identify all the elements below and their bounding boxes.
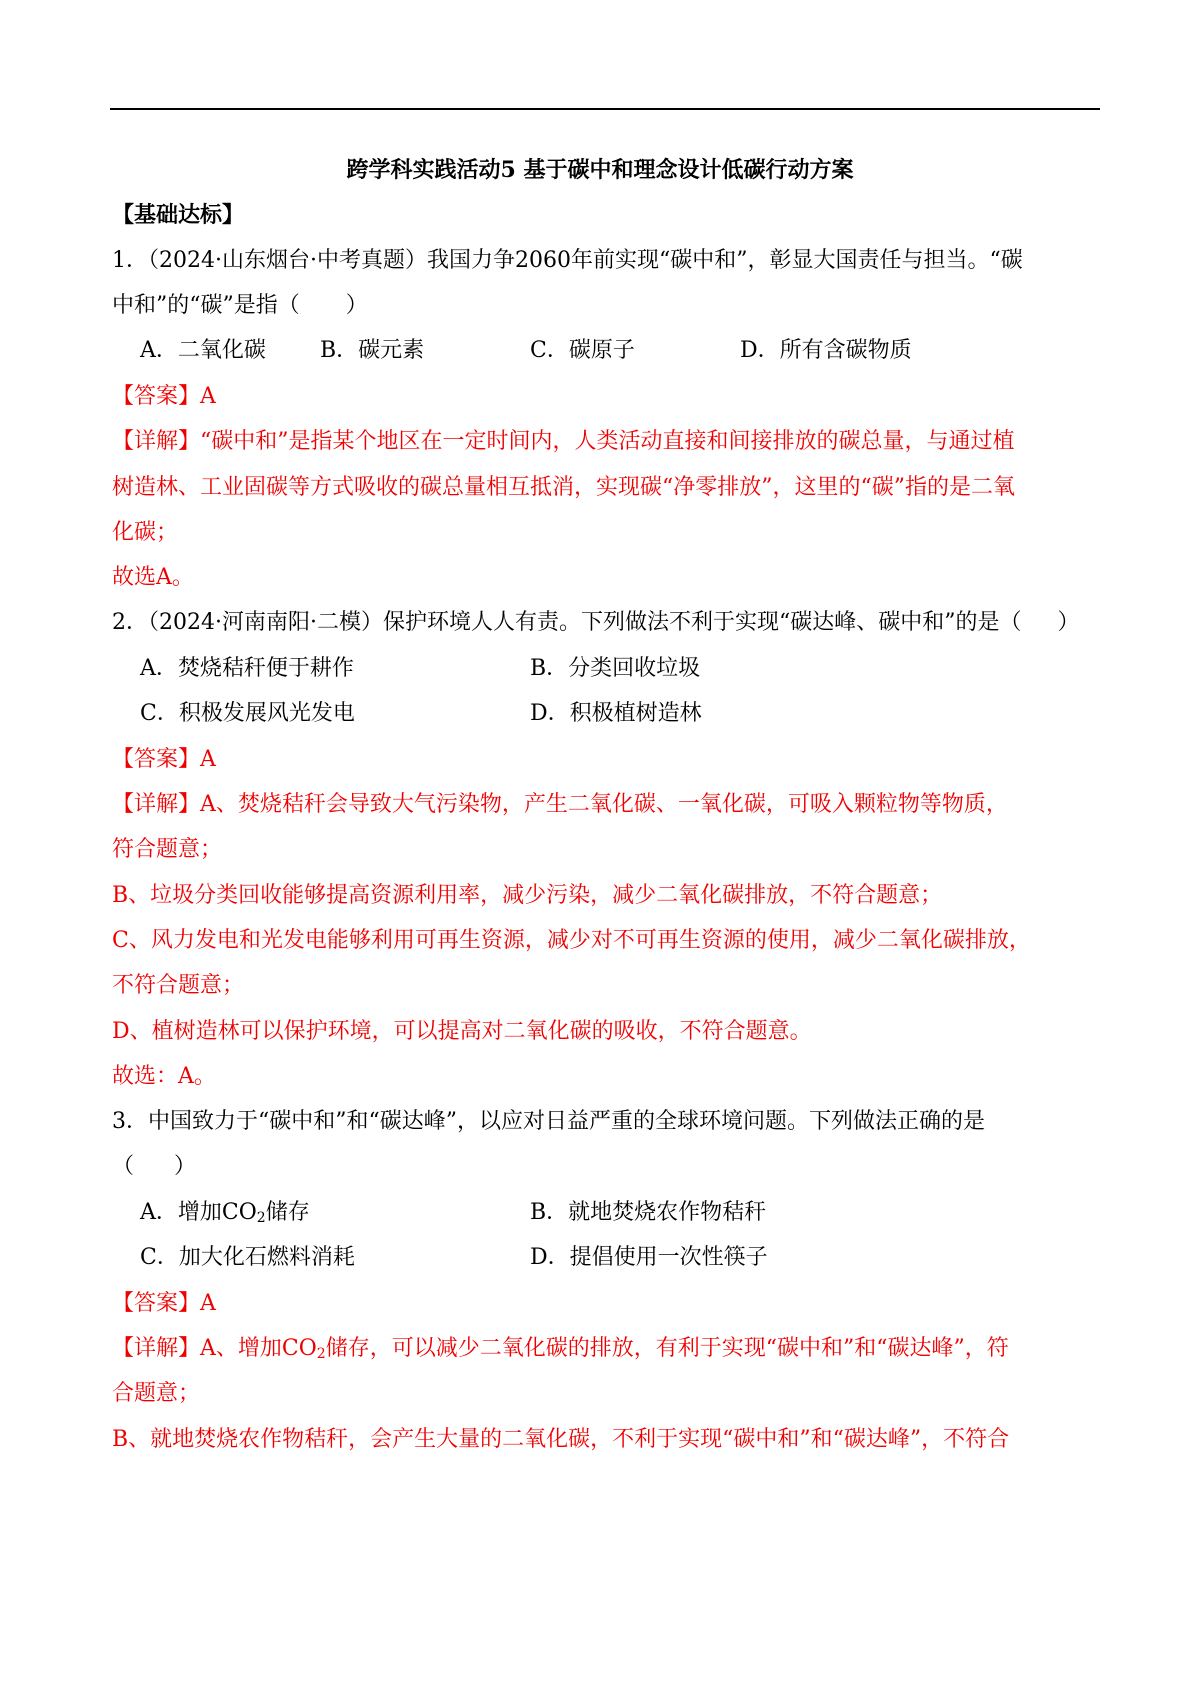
q3-option-b: B．就地焚烧农作物秸秆 <box>530 1200 767 1225</box>
q2-conclusion: 故选：A。 <box>112 1064 216 1089</box>
q2-detail-line4: C、风力发电和光发电能够利用可再生资源，减少对不可再生资源的使用，减少二氧化碳排放， <box>112 928 1031 953</box>
q3-detail-suffix: 储存，可以减少二氧化碳的排放，有利于实现“碳中和”和“碳达峰”，符 <box>325 1336 1009 1361</box>
q1-option-b: B．碳元素 <box>320 338 425 363</box>
q3-detail-tag: 【详解】 <box>112 1336 201 1361</box>
q1-detail-line1 <box>112 427 1015 457</box>
q2-detail-line6: D、植树造林可以保护环境，可以提高对二氧化碳的吸收，不符合题意。 <box>112 1019 812 1044</box>
q3-option-c: C．加大化石燃料消耗 <box>140 1245 355 1270</box>
q2-detail-line5: 不符合题意； <box>112 973 245 998</box>
q2-stem-text: 2．（2024·河南南阳·二模）保护环境人人有责。下列做法不利于实现“碳达峰、碳中和”的是（ <box>112 610 1022 635</box>
q3-stem-line2 <box>112 1152 196 1182</box>
q2-option-d: D．积极植树造林 <box>530 701 702 726</box>
q2-detail-line1 <box>112 790 1008 820</box>
q2-option-b: B．分类回收垃圾 <box>530 656 701 681</box>
section-heading: 【基础达标】 <box>112 202 245 228</box>
q1-stem-line2 <box>112 291 368 321</box>
q1-stem-line1: 1．（2024·山东烟台·中考真题）我国力争2060年前实现“碳中和”，彰显大国责任与担当。“碳 <box>112 248 1023 273</box>
q3-detail-text: A、增加CO <box>200 1336 317 1361</box>
q3-paren-open: （ <box>112 1154 135 1179</box>
q2-answer: 【答案】A <box>112 747 216 772</box>
q2-stem-line1 <box>112 608 1079 638</box>
q3-detail-line2: 合题意； <box>112 1381 201 1406</box>
q3-detail-line3: B、就地焚烧农作物秸秆，会产生大量的二氧化碳，不利于实现“碳中和”和“碳达峰”，不符合 <box>112 1427 1010 1452</box>
q1-detail-tag: 【详解】 <box>112 429 201 454</box>
q3-answer: 【答案】A <box>112 1291 216 1316</box>
subscript: 2 <box>316 1346 326 1362</box>
q2-option-a: A．焚烧秸秆便于耕作 <box>140 656 354 681</box>
q1-detail-line2: 树造林、工业固碳等方式吸收的碳总量相互抵消，实现碳“净零排放”，这里的“碳”指的是二氧 <box>112 475 1015 500</box>
q1-detail-text: “碳中和”是指某个地区在一定时间内，人类活动直接和间接排放的碳总量，与通过植 <box>200 429 1015 454</box>
q3-option-d: D．提倡使用一次性筷子 <box>530 1245 768 1270</box>
q3-option-a-text: A．增加CO <box>140 1200 257 1225</box>
q2-detail-tag: 【详解】 <box>112 792 201 817</box>
q1-answer: 【答案】A <box>112 384 216 409</box>
q3-detail-line1 <box>112 1334 1009 1364</box>
q2-paren-close: ） <box>1057 610 1080 635</box>
subscript: 2 <box>256 1210 266 1226</box>
q1-paren-close: ） <box>345 293 368 318</box>
q3-option-a <box>140 1198 310 1228</box>
q2-option-c: C．积极发展风光发电 <box>140 701 355 726</box>
q1-conclusion: 故选A。 <box>112 565 194 590</box>
q1-option-d: D．所有含碳物质 <box>740 338 912 363</box>
q3-paren-close: ） <box>174 1154 197 1179</box>
document-title: 跨学科实践活动5 基于碳中和理念设计低碳行动方案 <box>346 157 854 183</box>
q1-stem-text: 中和”的“碳”是指（ <box>112 293 300 318</box>
q1-option-a: A．二氧化碳 <box>140 338 266 363</box>
q3-option-a-suffix: 储存 <box>265 1200 310 1225</box>
q2-detail-line3: B、垃圾分类回收能够提高资源利用率，减少污染，减少二氧化碳排放，不符合题意； <box>112 883 943 908</box>
q2-detail-line2: 符合题意； <box>112 837 223 862</box>
q1-detail-line3: 化碳； <box>112 520 179 545</box>
header-rule <box>110 108 1100 110</box>
q1-option-c: C．碳原子 <box>530 338 635 363</box>
q3-stem-line1: 3．中国致力于“碳中和”和“碳达峰”，以应对日益严重的全球环境问题。下列做法正确的是 <box>112 1109 985 1134</box>
q2-detail-text: A、焚烧秸秆会导致大气污染物，产生二氧化碳、一氧化碳，可吸入颗粒物等物质， <box>200 792 1008 817</box>
